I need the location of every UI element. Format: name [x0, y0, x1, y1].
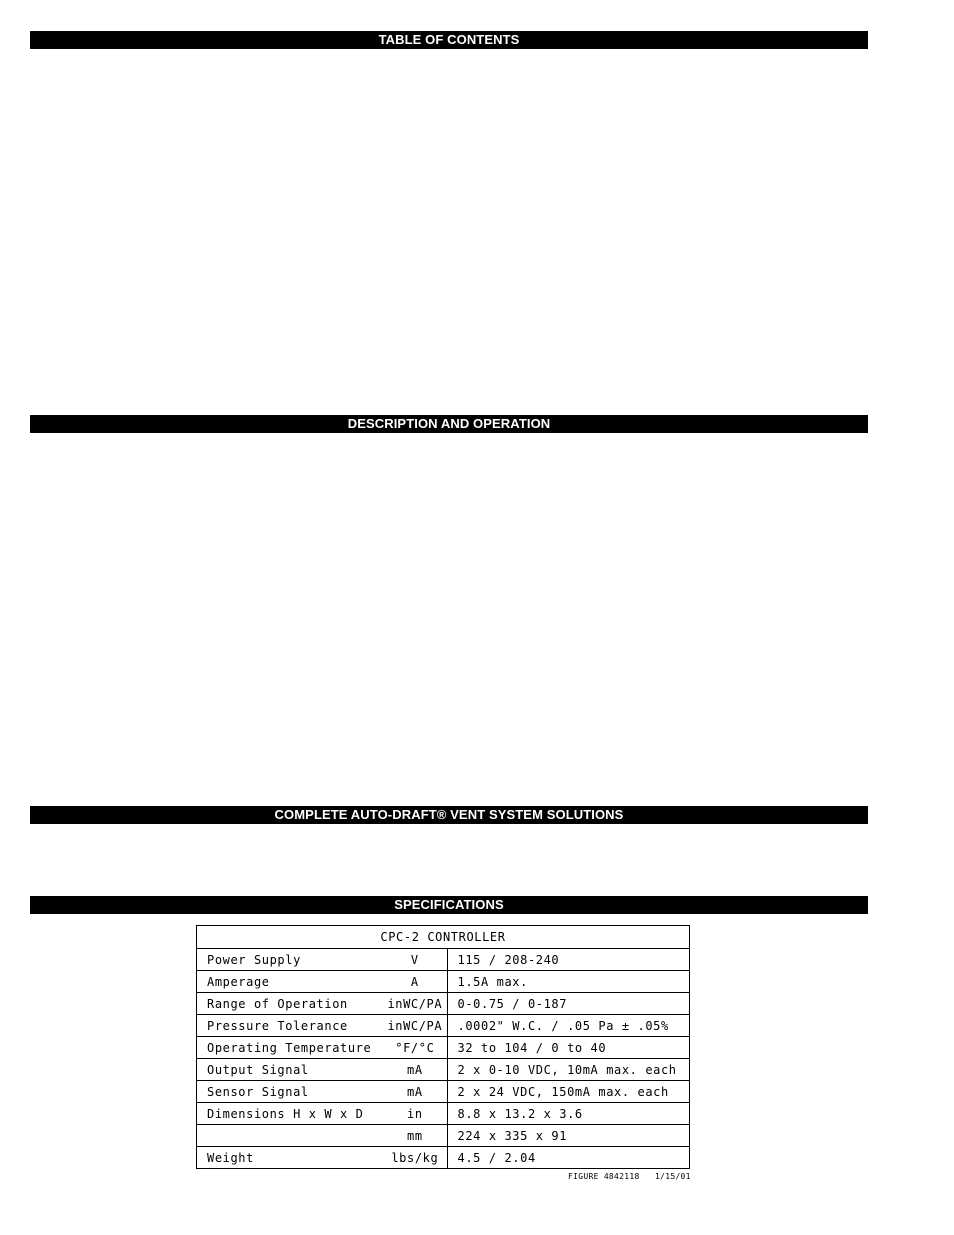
table-row — [197, 1081, 690, 1103]
table-row — [197, 971, 690, 993]
spec-value: 8.8 x 13.2 x 3.6 — [447, 1103, 689, 1125]
spec-value: 224 x 335 x 91 — [447, 1125, 689, 1147]
spec-label: Sensor Signal — [197, 1081, 384, 1103]
spec-value: 115 / 208-240 — [447, 949, 689, 971]
table-row — [197, 1103, 690, 1125]
section-header-specifications: SPECIFICATIONS — [30, 896, 868, 914]
spec-table-title: CPC-2 CONTROLLER — [197, 926, 690, 949]
spec-label: Amperage — [197, 971, 384, 993]
spec-label: Dimensions H x W x D — [197, 1103, 384, 1125]
spec-unit: mA — [383, 1059, 447, 1081]
spec-unit: mm — [383, 1125, 447, 1147]
table-row — [197, 993, 690, 1015]
spec-value: 1.5A max. — [447, 971, 689, 993]
spec-label: Range of Operation — [197, 993, 384, 1015]
spec-unit: mA — [383, 1081, 447, 1103]
section-header-vent-system-solutions: COMPLETE AUTO-DRAFT® VENT SYSTEM SOLUTIONS — [30, 806, 868, 824]
spec-label: Operating Temperature — [197, 1037, 384, 1059]
table-row — [197, 1015, 690, 1037]
section-header-description-and-operation: DESCRIPTION AND OPERATION — [30, 415, 868, 433]
spec-value: 4.5 / 2.04 — [447, 1147, 689, 1169]
spec-label: Output Signal — [197, 1059, 384, 1081]
spec-value: .0002" W.C. / .05 Pa ± .05% — [447, 1015, 689, 1037]
spec-label: Power Supply — [197, 949, 384, 971]
spec-label: Weight — [197, 1147, 384, 1169]
table-row — [197, 1147, 690, 1169]
spec-label — [197, 1125, 384, 1147]
spec-value: 0-0.75 / 0-187 — [447, 993, 689, 1015]
spec-unit: V — [383, 949, 447, 971]
spec-unit: lbs/kg — [383, 1147, 447, 1169]
spec-unit: A — [383, 971, 447, 993]
spec-table-title-row — [197, 926, 690, 949]
figure-caption: FIGURE 4842118 1/15/01 — [568, 1172, 691, 1181]
spec-label: Pressure Tolerance — [197, 1015, 384, 1037]
spec-value: 32 to 104 / 0 to 40 — [447, 1037, 689, 1059]
spec-unit: inWC/PA — [383, 1015, 447, 1037]
table-row — [197, 949, 690, 971]
spec-unit: in — [383, 1103, 447, 1125]
specifications-table — [196, 925, 690, 1169]
table-row — [197, 1125, 690, 1147]
spec-unit: inWC/PA — [383, 993, 447, 1015]
spec-unit: °F/°C — [383, 1037, 447, 1059]
spec-value: 2 x 0-10 VDC, 10mA max. each — [447, 1059, 689, 1081]
table-row — [197, 1059, 690, 1081]
table-row — [197, 1037, 690, 1059]
spec-value: 2 x 24 VDC, 150mA max. each — [447, 1081, 689, 1103]
section-header-table-of-contents: TABLE OF CONTENTS — [30, 31, 868, 49]
